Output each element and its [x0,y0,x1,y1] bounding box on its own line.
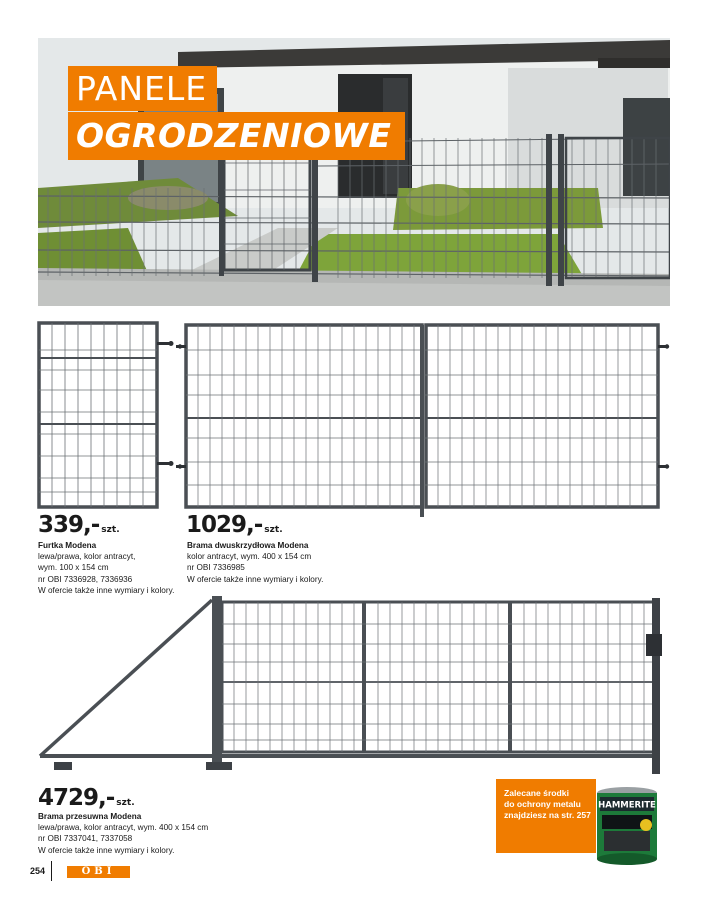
furtka-price [38,512,120,538]
brama-przesuwna-description [38,811,208,856]
brama-dwuskrzydlowa-image [176,320,674,520]
furtka-price-unit: szt. [101,525,120,535]
brama-dwuskrzydlowa-price [186,512,283,538]
obi-logo-text: OBI [81,866,116,877]
footer-divider [51,861,52,881]
hammerite-paint-can-image [592,785,662,867]
hint-line-3: znajdziesz na str. 257 [504,810,591,820]
obi-logo [67,866,130,878]
hero-photo [38,38,670,306]
brama-dwuskrzydlowa-price-unit: szt. [264,525,283,535]
hint-box [496,779,596,853]
brama-przesuwna-image [34,594,674,780]
hint-line-1: Zalecane środki [504,788,569,798]
brama-dwuskrzydlowa-line-3: W ofercie także inne wymiary i kolory. [187,574,324,584]
furtka-description [38,540,174,596]
brama-przesuwna-price [38,785,135,811]
brama-dwuskrzydlowa-description [187,540,323,585]
brama-dwuskrzydlowa-price-value: 1029,- [186,512,263,538]
title-line-2: OGRODZENIOWE [68,112,405,160]
brama-przesuwna-name: Brama przesuwna Modena [38,812,142,821]
page-number: 254 [30,866,46,876]
brama-przesuwna-line-3: W ofercie także inne wymiary i kolory. [38,845,175,855]
brama-dwuskrzydlowa-name: Brama dwuskrzydłowa Modena [187,541,309,550]
furtka-line-1: lewa/prawa, kolor antracyt, [38,552,136,562]
furtka-modena-image [34,320,184,510]
brama-przesuwna-line-2: nr OBI 7337041, 7337058 [38,834,133,844]
furtka-name: Furtka Modena [38,541,97,550]
brama-przesuwna-price-unit: szt. [116,798,135,808]
brama-dwuskrzydlowa-line-1: kolor antracyt, wym. 400 x 154 cm [187,552,312,562]
furtka-price-value: 339,- [38,512,100,538]
paint-brand-label: HAMMERITE [598,800,656,811]
furtka-line-3: nr OBI 7336928, 7336936 [38,574,133,584]
hint-line-2: do ochrony metalu [504,799,581,809]
furtka-line-2: wym. 100 x 154 cm [38,563,109,573]
brama-przesuwna-line-1: lewa/prawa, kolor antracyt, wym. 400 x 154 cm [38,823,209,833]
brama-przesuwna-price-value: 4729,- [38,785,115,811]
furtka-line-4: W ofercie także inne wymiary i kolory. [38,585,175,595]
title-line-1: PANELE [68,66,217,111]
brama-dwuskrzydlowa-line-2: nr OBI 7336985 [187,563,245,573]
